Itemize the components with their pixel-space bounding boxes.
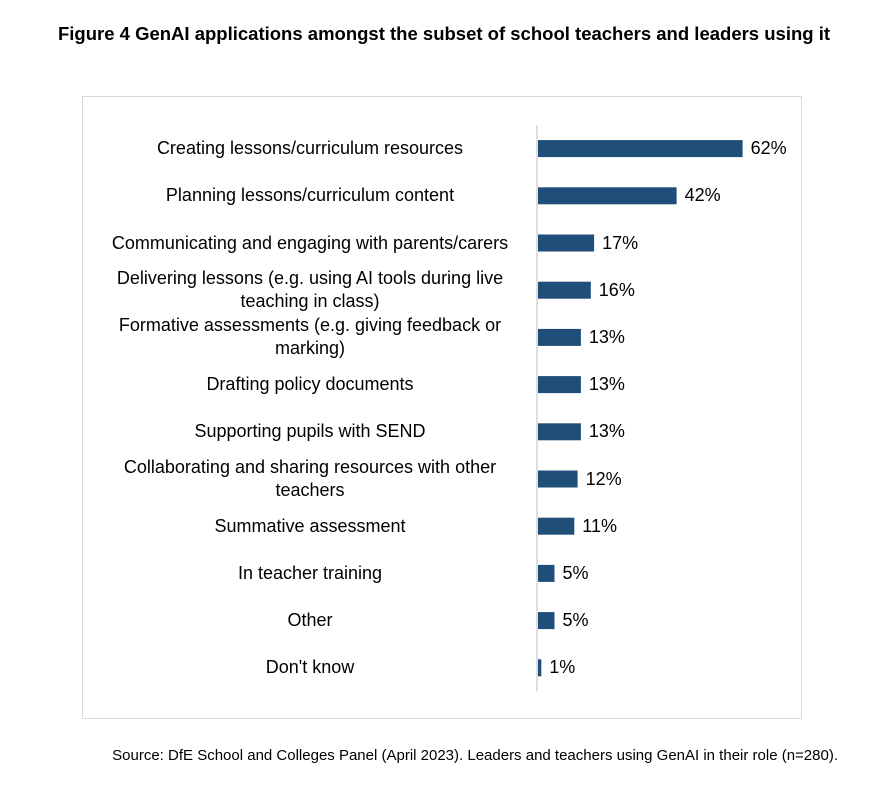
bar	[538, 565, 555, 582]
bar	[538, 659, 541, 676]
bar	[538, 423, 581, 440]
data-label: 13%	[588, 326, 625, 347]
category-label: Formative assessments (e.g. giving feedback or marking)	[118, 315, 502, 359]
category-label: Planning lessons/curriculum content	[165, 185, 455, 206]
category-label: Delivering lessons (e.g. using AI tools during live teaching in class)	[116, 268, 504, 312]
data-label: 5%	[562, 562, 589, 583]
category-label: Collaborating and sharing resources with other teachers	[123, 457, 497, 500]
bar	[538, 376, 581, 393]
bar	[538, 329, 581, 346]
bar	[538, 471, 578, 488]
data-label: 1%	[549, 657, 576, 678]
chart-title: Figure 4 GenAI applications amongst the subset of school teachers and leaders using it	[57, 23, 831, 44]
category-label: Supporting pupils with SEND	[194, 421, 426, 442]
data-label: 13%	[588, 374, 625, 395]
data-label: 5%	[562, 610, 589, 631]
category-label: Don't know	[265, 657, 355, 678]
category-label: Summative assessment	[214, 515, 406, 536]
data-label: 11%	[582, 515, 617, 536]
bar	[538, 235, 594, 252]
data-label: 17%	[602, 232, 639, 253]
category-label: Communicating and engaging with parents/carers	[111, 232, 509, 253]
category-label: Other	[287, 610, 333, 631]
data-label: 12%	[585, 468, 622, 489]
bar	[538, 187, 677, 204]
category-label: Creating lessons/curriculum resources	[156, 138, 464, 159]
bar	[538, 140, 743, 157]
data-label: 13%	[588, 421, 625, 442]
data-label: 62%	[750, 138, 787, 159]
bar	[538, 518, 574, 535]
category-label: Drafting policy documents	[206, 374, 414, 395]
bar	[538, 612, 555, 629]
data-label: 42%	[684, 185, 721, 206]
data-label: 16%	[598, 279, 635, 300]
bar	[538, 282, 591, 299]
source-note: Source: DfE School and Colleges Panel (April 2023). Leaders and teachers using GenAI in their role (n=280).	[112, 747, 838, 764]
category-label: In teacher training	[237, 562, 383, 583]
